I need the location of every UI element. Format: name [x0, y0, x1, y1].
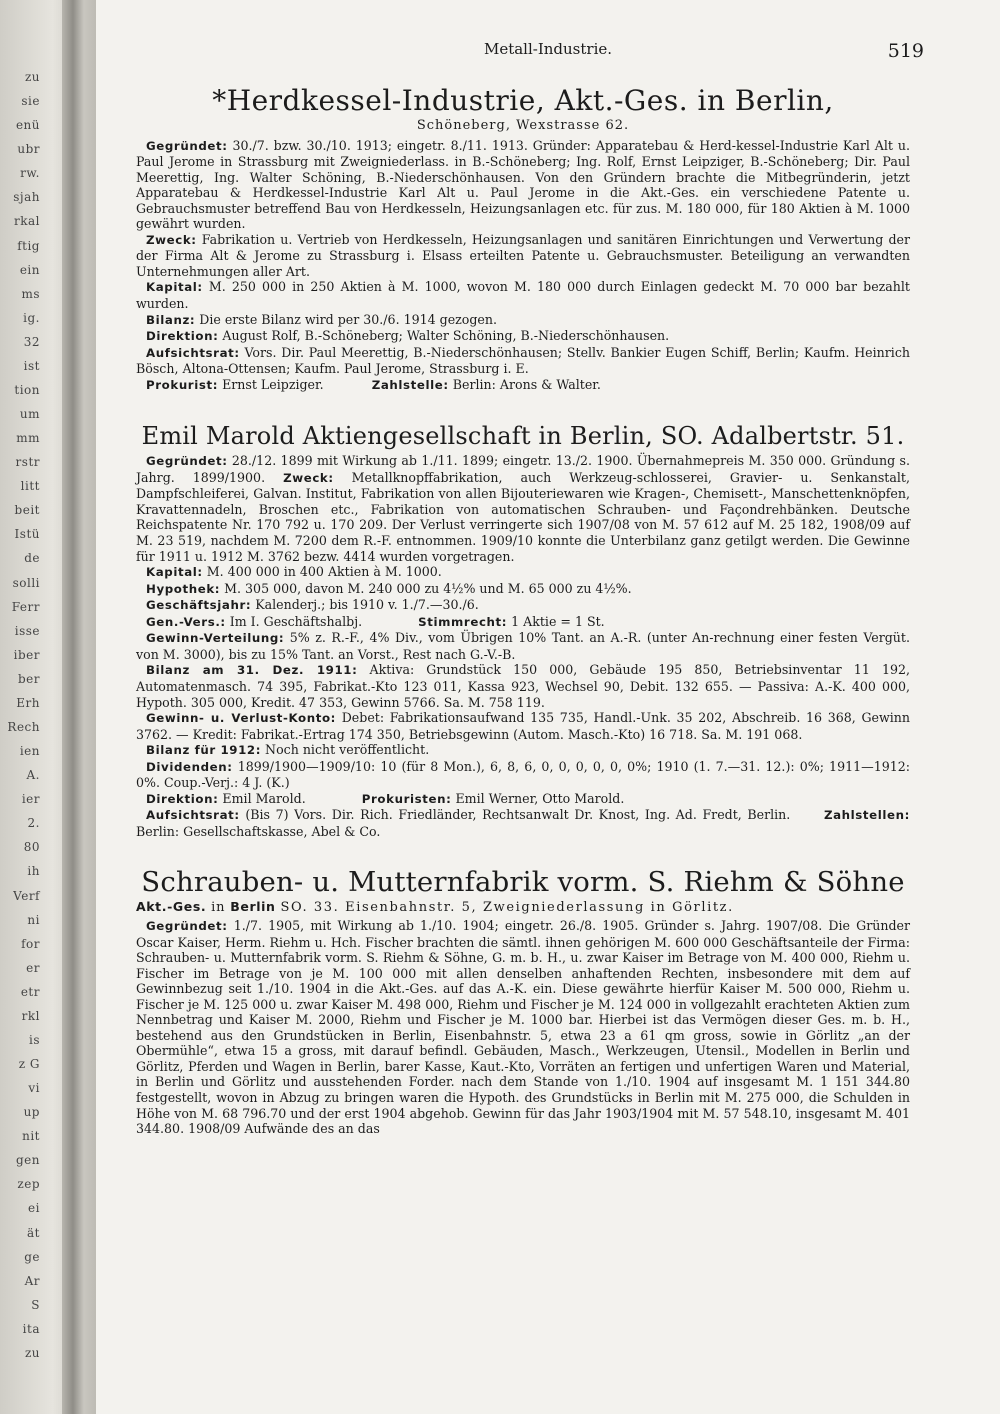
- text-hypothek: M. 305 000, davon M. 240 000 zu 4½% und M. 65 000 zu 4½%.: [224, 580, 632, 596]
- gutter-fragment: A.: [26, 768, 40, 782]
- gutter-fragment: gen: [15, 1153, 40, 1167]
- entry-subline: [136, 899, 910, 916]
- para-gegruendet: [136, 453, 910, 564]
- label-zahlstelle: Zahlstelle:: [371, 377, 449, 392]
- text-dividenden: 1899/1900—1909/10: 10 (für 8 Mon.), 6, 8, 6, 0, 0, 0, 0, 0, 0%; 1910 (1. 7.—31. 12.): 0%; 1911—1912: 0%. Coup.-Verj.: 4 J. (K.): [136, 758, 910, 791]
- entry-address: Schöneberg, Wexstrasse 62.: [416, 118, 630, 133]
- gutter-fragment: up: [23, 1105, 40, 1119]
- gutter-fragment: ier: [21, 792, 40, 806]
- gutter-fragment: z G: [18, 1057, 40, 1071]
- para-gegruendet: [136, 138, 910, 232]
- gutter-fragment: ita: [22, 1322, 40, 1336]
- gutter-fragment: solli: [12, 576, 40, 590]
- entry-riehm: [136, 865, 910, 1136]
- gutter-fragment: Ferr: [11, 600, 40, 614]
- gutter-fragment: Rech: [7, 720, 40, 734]
- gutter-fragment: 32: [23, 335, 40, 349]
- para-hypothek: [136, 581, 910, 598]
- label-genvers: Gen.-Vers.:: [146, 614, 226, 629]
- text-kapital: M. 400 000 in 400 Aktien à M. 1000.: [206, 564, 442, 580]
- text-prokuristen: Emil Werner, Otto Marold.: [455, 790, 625, 806]
- label-kapital: Kapital:: [146, 565, 203, 580]
- gutter-fragment: 2.: [27, 816, 40, 830]
- gutter-fragment: iber: [13, 648, 40, 662]
- para-genvers: [136, 614, 910, 631]
- label-prokuristen: Prokuristen:: [361, 791, 452, 806]
- para-aufsichtsrat: [136, 807, 910, 839]
- entry-herdkessel: [136, 84, 910, 393]
- label-zweck: Zweck:: [146, 232, 197, 247]
- gutter-fragment: Istü: [14, 527, 40, 541]
- para-bilanz: [136, 312, 910, 329]
- page-content: [136, 84, 910, 1163]
- gutter-fragment: tion: [14, 383, 40, 397]
- gutter-fragment: Ar: [24, 1274, 40, 1288]
- label-gegruendet: Gegründet:: [146, 918, 228, 933]
- running-title: Metall-Industrie.: [483, 40, 613, 58]
- text-geschaeftsjahr: Kalenderj.; bis 1910 v. 1./7.—30./6.: [255, 597, 479, 613]
- gutter-fragment: ein: [19, 263, 40, 277]
- gutter-fragment: litt: [20, 479, 40, 493]
- label-gewinnverteilung: Gewinn-Verteilung:: [146, 631, 285, 646]
- text-zahlstellen: Berlin: Gesellschaftskasse, Abel & Co.: [136, 823, 381, 839]
- gutter-fragment: rkl: [21, 1009, 40, 1023]
- text-kapital: M. 250 000 in 250 Aktien à M. 1000, wovon M. 180 000 durch Einlagen gedeckt M. 70 000 bar bezahlt wurden.: [136, 279, 910, 312]
- gutter-fragment: beit: [14, 503, 40, 517]
- text-gegruendet: 28./12. 1899 mit Wirkung ab 1./11. 1899; eingetr. 13./2. 1900. Übernahmepreis M. 350 000. Gründung s. Jahrg. 1899/1900.: [136, 453, 910, 485]
- gutter-fragment: rkal: [14, 214, 40, 228]
- label-kapital: Kapital:: [146, 280, 203, 295]
- para-gewinnverteilung: [136, 630, 910, 662]
- para-dividenden: [136, 759, 910, 791]
- label-city: Berlin: [230, 899, 276, 915]
- para-kapital: [136, 564, 910, 581]
- label-geschaeftsjahr: Geschäftsjahr:: [146, 598, 252, 613]
- text-prokurist: Ernst Leipziger.: [222, 376, 324, 392]
- gutter-fragment: zep: [17, 1177, 40, 1191]
- text-guv: Debet: Fabrikationsaufwand 135 735, Handl.-Unk. 35 202, Abschreib. 16 368, Gewinn 3762. — Kredit: Fabrikat.-Ertrag 174 350, Betriebsgewinn (Autom. Masch.-Kto) 16 718. Sa. M. 191 068.: [136, 710, 911, 742]
- text-gewinnverteilung: 5% z. R.-F., 4% Div., vom Übrigen 10% Tant. an A.-R. (unter An-rechnung einer festen Vergüt. von M. 3000), bis zu 15% Tant. an Vorst., Rest nach G.-V.-B.: [136, 630, 910, 662]
- para-guv: [136, 710, 910, 742]
- gutter-fragment: sjah: [13, 190, 40, 204]
- gutter-fragment: de: [24, 551, 40, 565]
- gutter-fragment: etr: [20, 985, 40, 999]
- text-genvers: Im I. Geschäftshalbj.: [229, 613, 363, 629]
- label-gegruendet: Gegründet:: [146, 138, 228, 153]
- gutter-fragment: ät: [27, 1226, 40, 1240]
- label-zahlstellen: Zahlstellen:: [823, 808, 910, 823]
- gutter-fragment: mm: [16, 431, 40, 445]
- para-zweck: [136, 232, 910, 280]
- gutter-fragment: ig.: [23, 311, 40, 325]
- gutter-fragment: ni: [27, 913, 40, 927]
- text-aufsichtsrat: Vors. Dir. Paul Meerettig, B.-Niederschönhausen; Stellv. Bankier Eugen Schiff, Berlin; Kaufm. Heinrich Bösch, Altona-Ottensen; Kaufm. Paul Jerome, Strassburg i. E.: [136, 344, 910, 377]
- gutter-fragment: ber: [17, 672, 40, 686]
- gutter-fragment: ge: [24, 1250, 40, 1264]
- book-spine: [62, 0, 84, 1414]
- para-direktion: [136, 328, 910, 345]
- gutter-fragment: Verf: [13, 889, 40, 903]
- text-subline: SO. 33. Eisenbahnstr. 5, Zweigniederlassung in Görlitz.: [280, 900, 734, 916]
- label-bilanz-1912: Bilanz für 1912:: [146, 743, 262, 758]
- label-bilanz: Bilanz am 31. Dez. 1911:: [146, 663, 358, 678]
- text-bilanz-1912: Noch nicht veröffentlicht.: [265, 742, 430, 758]
- text-zahlstelle: Berlin: Arons & Walter.: [452, 376, 601, 392]
- label-gegruendet: Gegründet:: [146, 454, 228, 469]
- para-kapital: [136, 279, 910, 311]
- page-number: 519: [887, 40, 924, 62]
- entry-title: *Herdkessel-Industrie, Akt.-Ges. in Berlin,: [212, 84, 834, 117]
- text-gegruendet: 30./7. bzw. 30./10. 1913; eingetr. 8./11. 1913. Gründer: Apparatebau & Herd-kessel-Industrie Karl Alt u. Paul Jerome in Strassburg mit Zweigniederlass. in B.-Schöneberg; Ing. Rolf, Ernst Leipziger, B.-Schöneberg; Dir. Paul Meerettig, Ing. Walter Schöning, B.-Niederschönhausen. Von den Gründern brachte die Mitbegründerin, jetzt Apparatebau & Herdkessel-Industrie Karl Alt u. Paul Jerome in die Akt.-Ges. ein verschiedene Patente u. Gebrauchsmuster betreffend Bau von Herdkesseln, Heizungsanlagen etc. für zus. M. 180 000, für 180 Aktien à M. 1000 gewährt wurden.: [136, 137, 910, 232]
- gutter-fragment: S: [31, 1298, 40, 1312]
- label-direktion: Direktion:: [146, 329, 219, 344]
- gutter-fragment: ien: [19, 744, 40, 758]
- label-hypothek: Hypothek:: [146, 581, 221, 596]
- text-gegruendet: 1./7. 1905, mit Wirkung ab 1./10. 1904; eingetr. 26./8. 1905. Gründer s. Jahrg. 1907/08. Die Gründer Oscar Kaiser, Herm. Riehm u. Hch. Fischer brachten die sämtl. ihnen gehörigen M. 600 000 Geschäftsanteile der Firma: Schrauben- u. Mutternfabrik vorm. S. Riehm & Söhne, G. m. b. H., u. zwar Kaiser im Betrage von M. 400 000, Riehm u. Fischer im Betrage von je M. 100 000 mit allen denselben anhaftenden Rechten, insbesondere mit dem auf Gewinnbezug seit 1./10. 1904 in die Akt.-Ges. auf das A.-K. ein. Diese gewährte hierfür Kaiser M. 500 000, Riehm u. Fischer je M. 125 000 u. zwar Kaiser M. 498 000, Riehm und Fischer je M. 124 000 in vollgezahlt erachteten Aktien zum Nennbetrag und Kaiser M. 2000, Riehm und Fischer je M. 1000 bar. Hierbei ist das Vermögen dieser Ges. m. b. H., bestehend aus den Grundstücken in Berlin, Eisenbahnstr. 5, etwa 23 a 61 qm gross, sowie in Görlitz „an der Obermühle“, etwa 15 a gross, mit darauf befindl. Gebäuden, Masch., Werkzeugen, Utensil., Modellen in Berlin und Görlitz, Pferden und Wagen in Berlin, barer Kasse, Kaut.-Kto, Vorräten an fertigen und unfertigen Waren und Material, in Berlin und Görlitz und ausstehenden Forder. nach dem Stande von 1./10. 1904 auf insgesamt M. 1 151 344.80 festgestellt, wovon in Abzug zu bringen waren die Hypoth. des Grundstücks in Berlin mit M. 275 000, die Schulden in Höhe von M. 68 796.70 und der erst 1904 abgehob. Gewinn für das Jahr 1903/1904 mit M. 57 548.10, insgesamt M. 401 344.80. 1908/09 Aufwände des an das: [136, 917, 910, 1137]
- para-prokurist: [136, 377, 910, 394]
- gutter-fragment: Erh: [16, 696, 40, 710]
- text-stimmrecht: 1 Aktie = 1 St.: [511, 613, 605, 629]
- label-bilanz: Bilanz:: [146, 312, 196, 327]
- text-bilanz: Aktiva: Grundstück 150 000, Gebäude 195 850, Betriebsinventar 11 192, Automatenmasch. 74 395, Fabrikat.-Kto 123 011, Kassa 923, Wechsel 90, Debit. 132 655. — Passiva: A.-K. 400 000, Hypoth. 305 000, Kredit. 47 353, Gewinn 5766. Sa. M. 758 119.: [136, 662, 910, 710]
- text-zweck: Metallknopffabrikation, auch Werkzeug-schlosserei, Gravier- u. Senkanstalt, Dampfschleiferei, Galvan. Institut, Fabrikation von allen Bijouteriewaren wie Kragen-, Chemisett-, Manschettenknöpfen, Kravattennadeln, Broschen etc., Fabrikation von automatischen Schrauben- und Façondrehbänken. Deutsche Reichspatente Nr. 170 792 u. 170 209. Der Verlust verringerte sich 1907/08 von M. 57 612 auf M. 25 182, 1908/09 auf M. 23 519, nachdem M. 7200 dem R.-F. entnommen. 1909/10 konnte die Unterbilanz ganz getilgt werden. Die Gewinne für 1911 u. 1912 M. 3762 bezw. 4414 wurden vorgetragen.: [136, 469, 910, 564]
- label-direktion: Direktion:: [146, 791, 219, 806]
- text-direktion: Emil Marold.: [222, 790, 306, 806]
- label-aktges: Akt.-Ges.: [136, 899, 207, 915]
- entry-title: Emil Marold Aktiengesellschaft in Berlin, SO. Adalbertstr. 51.: [141, 422, 905, 451]
- entry-title: Schrauben- u. Mutternfabrik vorm. S. Riehm & Söhne: [141, 866, 905, 899]
- gutter-fragment: er: [26, 961, 40, 975]
- gutter-fragment: for: [21, 937, 40, 951]
- label-prokurist: Prokurist:: [146, 377, 219, 392]
- document-page: [96, 0, 1000, 1414]
- label-guv: Gewinn- u. Verlust-Konto:: [146, 711, 336, 726]
- para-geschaeftsjahr: [136, 597, 910, 614]
- label-dividenden: Dividenden:: [146, 759, 233, 774]
- para-bilanz-1912: [136, 742, 910, 759]
- para-gegruendet: [136, 918, 910, 1137]
- para-direktion: [136, 791, 910, 808]
- gutter-fragment: ms: [21, 287, 40, 301]
- text-aufsichtsrat: (Bis 7) Vors. Dir. Rich. Friedländer, Rechtsanwalt Dr. Knost, Ing. Ad. Fredt, Berlin.: [245, 807, 791, 823]
- text-zweck: Fabrikation u. Vertrieb von Herdkesseln, Heizungsanlagen und sanitären Einrichtungen und Verwertung der der Firma Alt & Jerome zu Strassburg i. Elsass erteilten Patente u. Gebrauchsmuster. Beteiligung an verwandten Unternehmungen aller Art.: [136, 231, 910, 279]
- label-aufsichtsrat: Aufsichtsrat:: [146, 808, 240, 823]
- subline-in: in: [211, 900, 226, 916]
- gutter-fragment: um: [19, 407, 40, 421]
- label-stimmrecht: Stimmrecht:: [418, 614, 508, 629]
- label-zweck: Zweck:: [283, 470, 334, 485]
- gutter-fragment: sie: [21, 94, 40, 108]
- para-bilanz: [136, 662, 910, 710]
- gutter-fragment: ei: [28, 1201, 40, 1215]
- para-aufsichtsrat: [136, 345, 910, 377]
- gutter-fragment: ih: [27, 864, 40, 878]
- gutter-fragment: rstr: [15, 455, 40, 469]
- gutter-fragment: vi: [28, 1081, 40, 1095]
- text-direktion: August Rolf, B.-Schöneberg; Walter Schöning, B.-Niederschönhausen.: [222, 328, 670, 344]
- text-bilanz: Die erste Bilanz wird per 30./6. 1914 gezogen.: [199, 311, 497, 327]
- gutter-fragment: ubr: [17, 142, 40, 156]
- gutter-fragment: isse: [14, 624, 40, 638]
- gutter-fragment: is: [29, 1033, 40, 1047]
- gutter-fragment: zu: [24, 70, 40, 84]
- gutter-fragment: enü: [15, 118, 40, 132]
- gutter-fragment: 80: [23, 840, 40, 854]
- gutter-fragment: ftig: [17, 239, 40, 253]
- gutter-fragment: ist: [23, 359, 40, 373]
- label-aufsichtsrat: Aufsichtsrat:: [146, 345, 240, 360]
- gutter-fragment: zu: [24, 1346, 40, 1360]
- gutter-fragment: rw.: [20, 166, 40, 180]
- gutter-fragment: nit: [22, 1129, 40, 1143]
- entry-marold: [136, 419, 910, 839]
